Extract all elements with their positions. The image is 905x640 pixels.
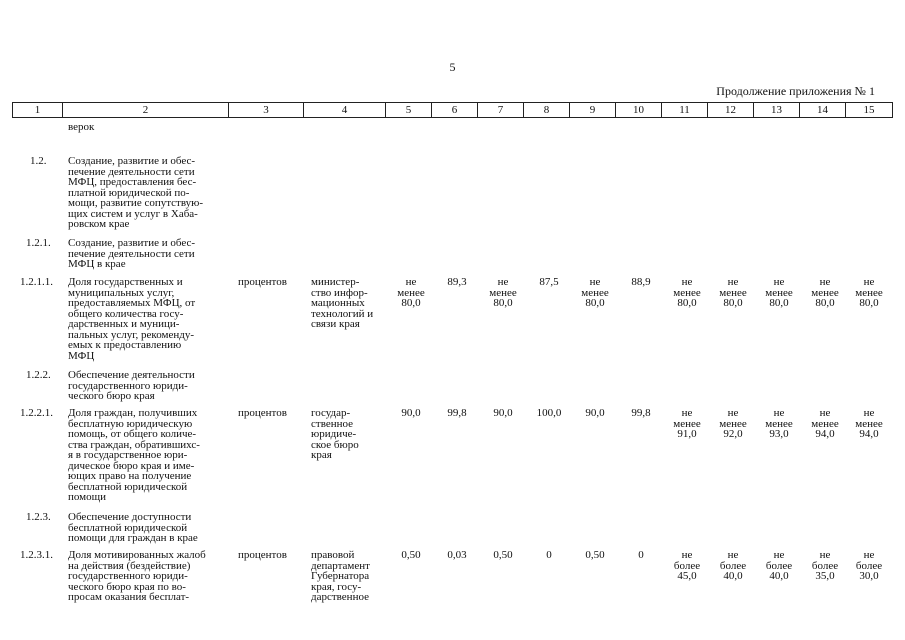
row-name: Создание, развитие и обес- печение деятельности сети МФЦ, предоставления бес- платной юридической по- мощи, развитие сопутствую- щих систем и услуг в Хаба- ровском крае: [68, 155, 204, 230]
value-cell: не менее 93,0: [765, 407, 793, 440]
value-cell: 0,50: [585, 549, 605, 561]
value-cell: 0: [638, 549, 644, 561]
value-cell: не менее 80,0: [855, 276, 883, 309]
column-number: 9: [570, 103, 616, 118]
row-unit: процентов: [238, 276, 287, 288]
row-number: 1.2.: [30, 155, 47, 167]
value-cell: 100,0: [536, 407, 562, 419]
value-cell: не менее 80,0: [581, 276, 609, 309]
value-cell: 90,0: [401, 407, 421, 419]
value-cell: не более 40,0: [765, 549, 793, 582]
row-number: 1.2.1.: [26, 237, 51, 249]
value-cell: не менее 91,0: [673, 407, 701, 440]
value-cell: не более 45,0: [673, 549, 701, 582]
value-cell: 89,3: [447, 276, 467, 288]
row-responsible: правовой департамент Губернатора края, госу- дарственное: [311, 549, 370, 603]
value-cell: не менее 94,0: [855, 407, 883, 440]
row-unit: процентов: [238, 549, 287, 561]
row-name: Доля государственных и муниципальных услуг, предоставляемых МФЦ, от общего количества госу- дарственных и муници- пальных услуг, рекоменду- емых к предоставлению МФЦ: [68, 276, 196, 362]
row-name: Обеспечение доступности бесплатной юридической помощи для граждан в крае: [68, 511, 198, 544]
column-number: 7: [478, 103, 524, 118]
row-number: 1.2.3.1.: [20, 549, 53, 561]
value-cell: не менее 80,0: [765, 276, 793, 309]
value-cell: 99,8: [447, 407, 467, 419]
column-number: 4: [304, 103, 386, 118]
value-cell: 88,9: [631, 276, 651, 288]
page-number: 5: [449, 60, 456, 74]
value-cell: 90,0: [493, 407, 513, 419]
row-responsible: министер- ство инфор- мационных технологий и связи края: [311, 276, 374, 330]
value-cell: не менее 80,0: [489, 276, 517, 309]
column-number-header: [12, 102, 893, 118]
value-cell: не более 30,0: [855, 549, 883, 582]
column-number: 5: [386, 103, 432, 118]
column-number: 8: [524, 103, 570, 118]
value-cell: 0,03: [447, 549, 467, 561]
column-number: 10: [616, 103, 662, 118]
value-cell: не менее 80,0: [397, 276, 425, 309]
column-number: 2: [63, 103, 229, 118]
row-number: 1.2.2.1.: [20, 407, 53, 419]
row-number: 1.2.3.: [26, 511, 51, 523]
row-unit: процентов: [238, 407, 287, 419]
value-cell: не более 40,0: [719, 549, 747, 582]
value-cell: не менее 92,0: [719, 407, 747, 440]
row-responsible: государ- ственное юридиче- ское бюро края: [311, 407, 359, 461]
value-cell: 90,0: [585, 407, 605, 419]
row-name: Доля граждан, получивших бесплатную юридическую помощь, от общего количе- ства граждан, обратившихс- я в государственное юри- дическое бюро края и име- ющих право на получение бесплатной юридической помощи: [68, 407, 200, 503]
row-number: 1.2.1.1.: [20, 276, 53, 288]
value-cell: не менее 80,0: [719, 276, 747, 309]
row-name: Обеспечение деятельности государственного юриди- ческого бюро края: [68, 369, 195, 402]
value-cell: 99,8: [631, 407, 651, 419]
column-number: 1: [13, 103, 63, 118]
value-cell: не менее 80,0: [811, 276, 839, 309]
value-cell: не более 35,0: [811, 549, 839, 582]
value-cell: 0: [546, 549, 552, 561]
column-number: 15: [846, 103, 893, 118]
row-name: Доля мотивированных жалоб на действия (бездействие) государственного юриди- ческого бюро края по во- просам оказания бесплат-: [68, 549, 206, 603]
column-number: 11: [662, 103, 708, 118]
row-name: Создание, развитие и обес- печение деятельности сети МФЦ в крае: [68, 237, 196, 270]
column-number: 3: [229, 103, 304, 118]
continuation-caption: Продолжение приложения № 1: [716, 84, 875, 98]
value-cell: 87,5: [539, 276, 559, 288]
value-cell: не менее 94,0: [811, 407, 839, 440]
column-number: 6: [432, 103, 478, 118]
carry-over-text: верок: [68, 121, 95, 133]
value-cell: не менее 80,0: [673, 276, 701, 309]
value-cell: 0,50: [493, 549, 513, 561]
column-number: 14: [800, 103, 846, 118]
value-cell: 0,50: [401, 549, 421, 561]
row-number: 1.2.2.: [26, 369, 51, 381]
column-number: 13: [754, 103, 800, 118]
column-number: 12: [708, 103, 754, 118]
